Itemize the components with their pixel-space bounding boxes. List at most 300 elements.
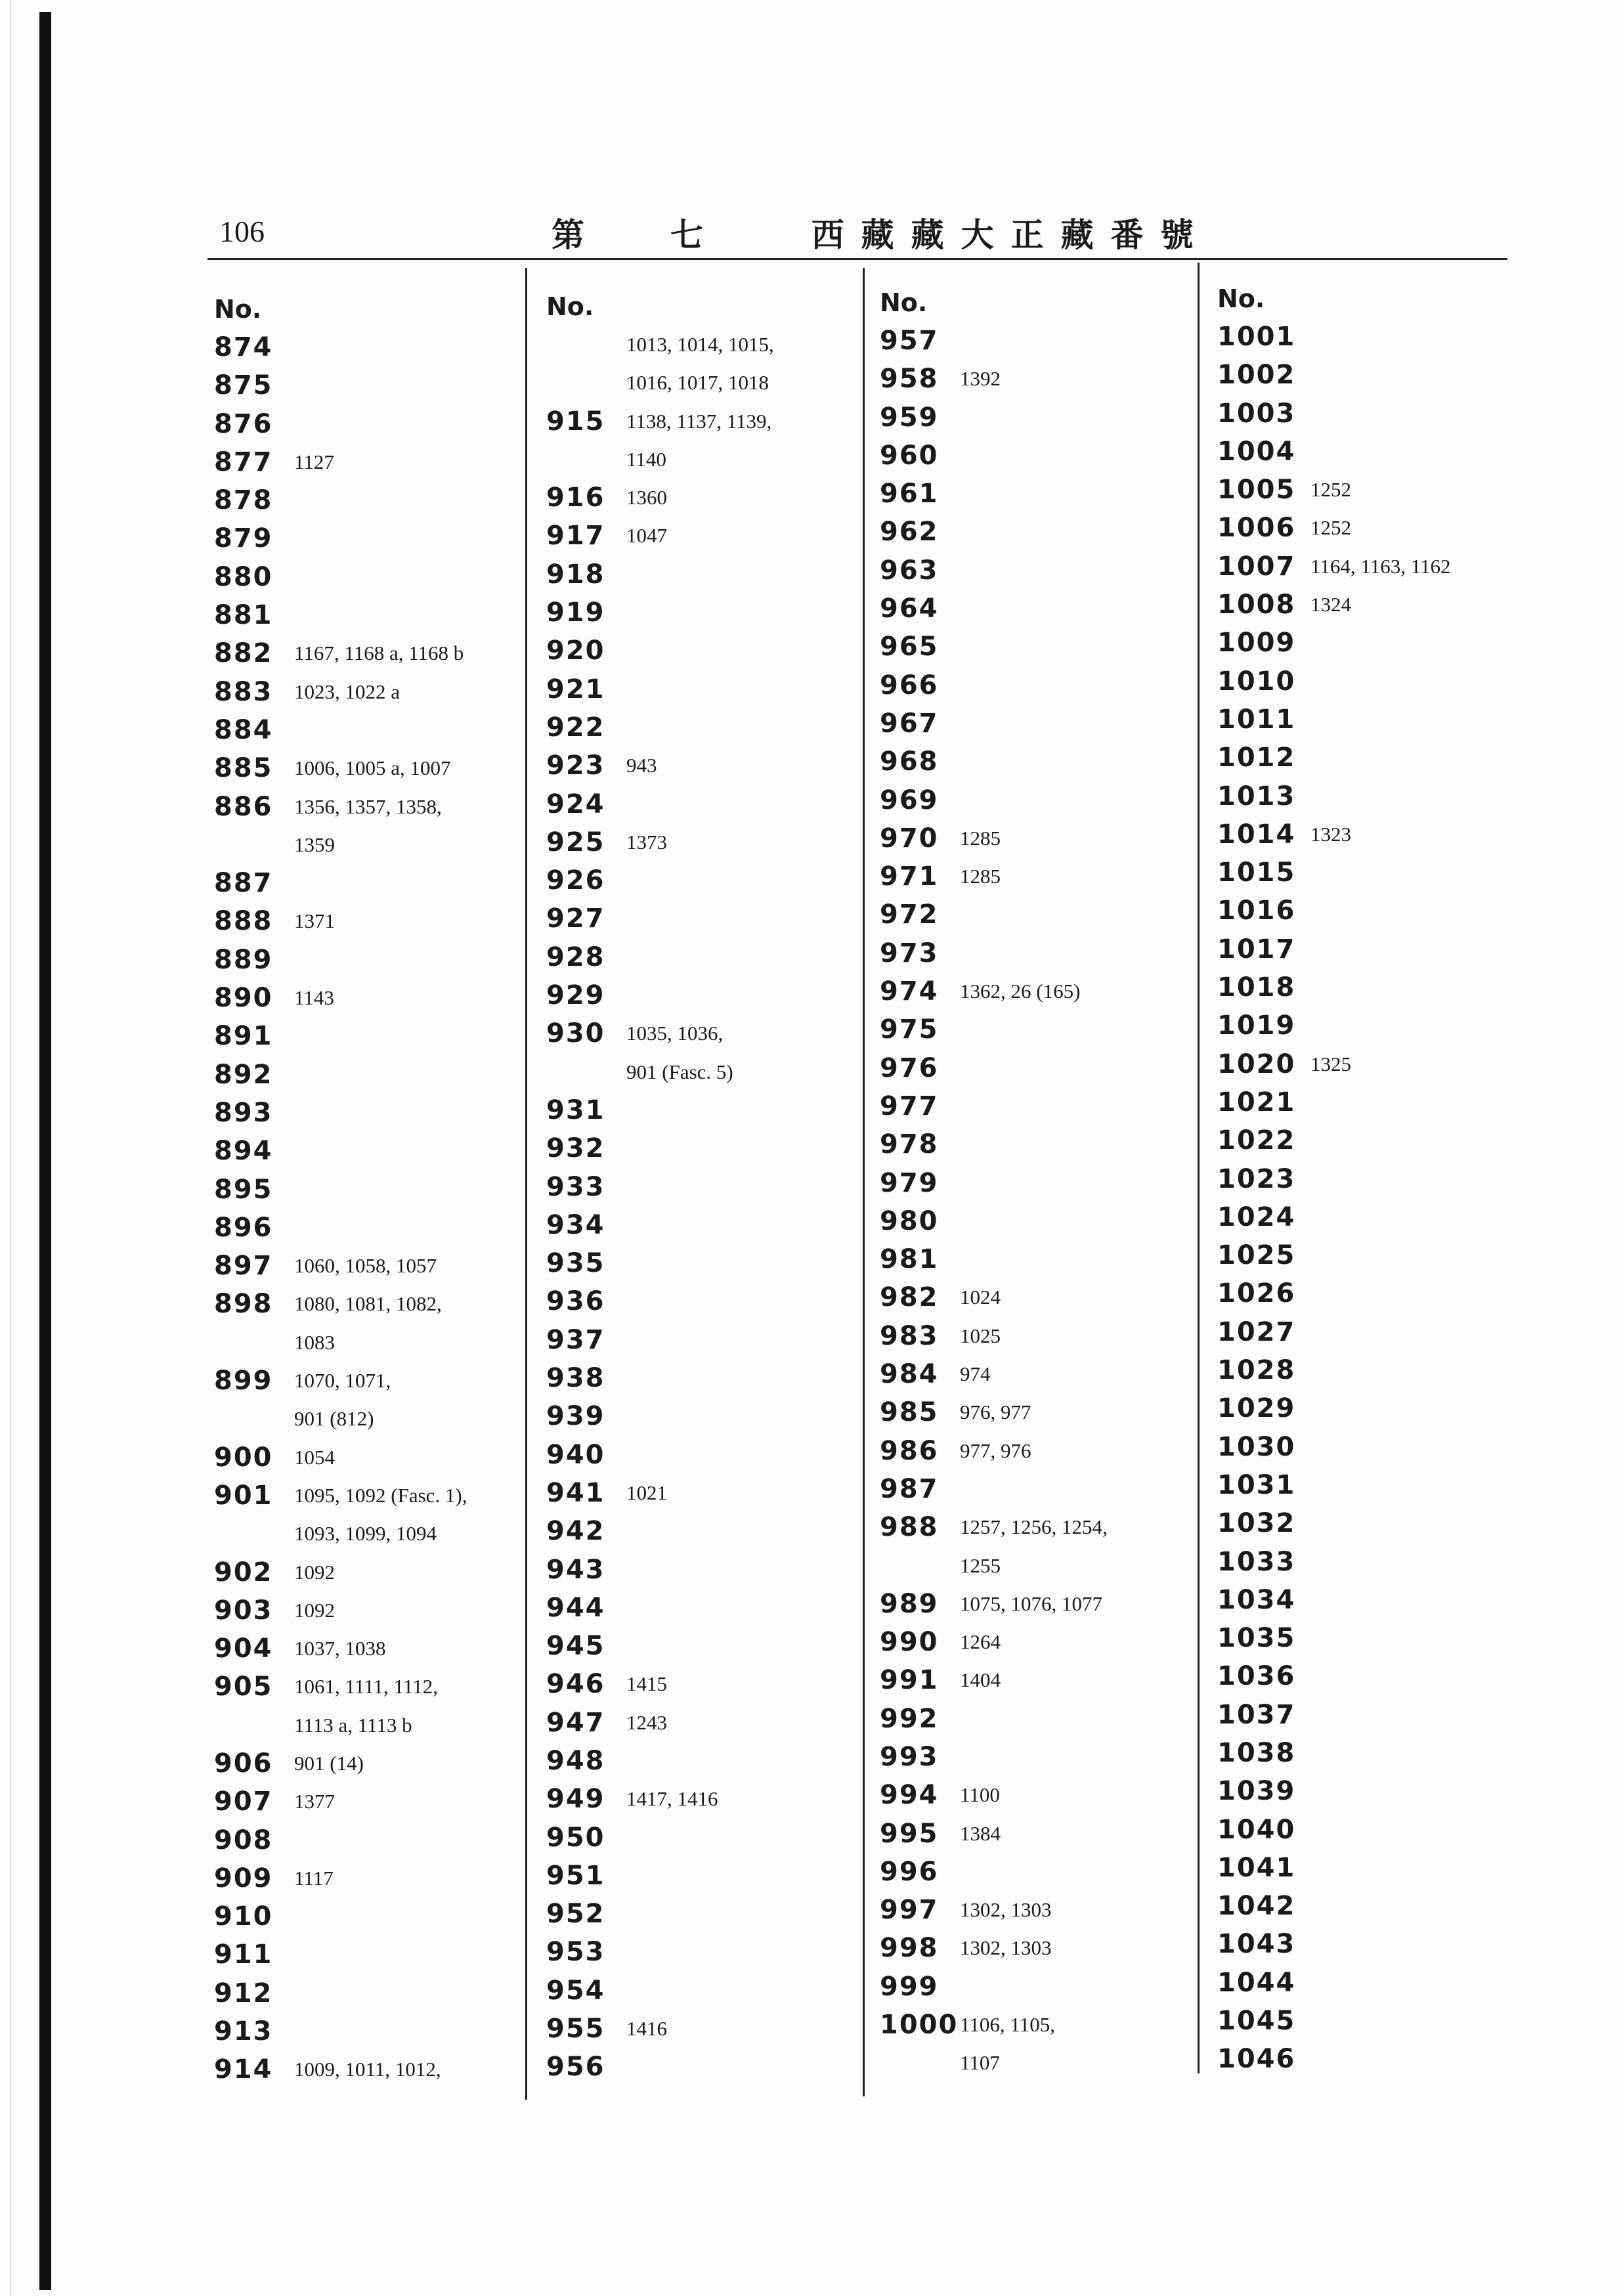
index-row	[214, 1859, 523, 1897]
index-row	[546, 1091, 861, 1129]
index-row	[1217, 1274, 1532, 1312]
index-row	[1217, 1007, 1532, 1045]
tibetan-number: 1039	[1217, 1776, 1296, 1807]
tibetan-number: 1011	[1217, 704, 1296, 735]
taisho-reference: 1060, 1058, 1057	[294, 1254, 437, 1278]
taisho-reference: 1302, 1303	[960, 1898, 1052, 1922]
taisho-reference: 1264	[960, 1630, 1001, 1654]
tibetan-number: 894	[214, 1136, 273, 1167]
index-row	[1217, 1657, 1532, 1695]
index-row	[880, 399, 1195, 437]
taisho-reference: 1075, 1076, 1077	[960, 1592, 1102, 1615]
tibetan-number: 953	[546, 1937, 605, 1968]
tibetan-number: 880	[214, 561, 273, 592]
index-row	[880, 1317, 1195, 1355]
index-row	[546, 632, 861, 670]
tibetan-number: 1012	[1217, 743, 1296, 773]
tibetan-number: 891	[214, 1021, 273, 1052]
tibetan-number: 977	[880, 1091, 939, 1121]
index-row	[214, 749, 523, 787]
index-row	[1217, 701, 1532, 739]
index-column	[880, 284, 1195, 2083]
tibetan-number: 952	[546, 1899, 605, 1930]
taisho-reference: 1117	[294, 1866, 334, 1890]
tibetan-number: 974	[880, 976, 939, 1007]
taisho-reference: 1143	[294, 986, 334, 1010]
index-row	[214, 788, 523, 826]
index-row	[1217, 509, 1532, 547]
index-row	[1217, 1811, 1532, 1849]
index-row	[546, 1933, 861, 1971]
tibetan-number: 976	[880, 1052, 939, 1083]
index-row	[546, 1282, 861, 1320]
tibetan-number: 1027	[1217, 1316, 1296, 1347]
index-row	[880, 513, 1195, 551]
tibetan-number: 973	[880, 938, 939, 968]
index-row	[546, 1436, 861, 1474]
index-row	[214, 1171, 523, 1209]
tibetan-number: 1028	[1217, 1355, 1296, 1386]
tibetan-number: 922	[546, 712, 605, 743]
taisho-reference: 1384	[960, 1821, 1001, 1845]
index-row	[214, 826, 523, 864]
taisho-reference: 1359	[294, 833, 335, 856]
index-row	[1217, 433, 1532, 471]
tibetan-number: 924	[546, 789, 605, 819]
index-row	[214, 1056, 523, 1094]
tibetan-number: 961	[880, 479, 939, 509]
index-row	[214, 443, 523, 481]
index-row	[214, 1247, 523, 1285]
tibetan-number: 874	[214, 332, 273, 362]
index-row	[1217, 1964, 1532, 2002]
index-row	[880, 2006, 1195, 2044]
tibetan-number: 987	[880, 1473, 939, 1504]
tibetan-number: 878	[214, 485, 273, 516]
tibetan-number: 886	[214, 791, 273, 822]
index-row	[214, 1285, 523, 1323]
index-row	[214, 1362, 523, 1400]
tibetan-number: 958	[880, 364, 939, 395]
tibetan-number: 884	[214, 714, 273, 745]
tibetan-number: 950	[546, 1822, 605, 1853]
index-row	[880, 896, 1195, 934]
tibetan-number: 999	[880, 1971, 939, 2002]
index-row	[880, 2044, 1195, 2082]
tibetan-number: 943	[546, 1554, 605, 1585]
index-column	[214, 290, 523, 2089]
tibetan-number: 968	[880, 747, 939, 777]
index-row	[1217, 1236, 1532, 1274]
tibetan-number: 1021	[1217, 1087, 1296, 1117]
tibetan-number: 991	[880, 1665, 939, 1696]
tibetan-number: 946	[546, 1669, 605, 1700]
tibetan-number: 887	[214, 868, 273, 899]
index-row	[880, 781, 1195, 819]
index-row	[1217, 1351, 1532, 1389]
taisho-reference: 1377	[294, 1790, 335, 1813]
index-row	[880, 1776, 1195, 1814]
tibetan-number: 932	[546, 1133, 605, 1164]
index-row	[546, 1321, 861, 1359]
tibetan-number: 1015	[1217, 857, 1296, 888]
tibetan-number: 941	[546, 1477, 605, 1508]
index-row	[214, 1706, 523, 1744]
index-row	[214, 596, 523, 634]
taisho-reference: 1257, 1256, 1254,	[960, 1515, 1108, 1539]
index-row	[880, 1815, 1195, 1853]
tibetan-number: 875	[214, 370, 273, 401]
tibetan-number: 966	[880, 670, 939, 701]
index-row	[546, 517, 861, 555]
tibetan-number: 1008	[1217, 590, 1296, 620]
taisho-reference: 1092	[294, 1560, 335, 1584]
tibetan-number: 993	[880, 1741, 939, 1772]
tibetan-number: 1000	[880, 2010, 959, 2041]
taisho-reference: 1138, 1137, 1139,	[626, 409, 772, 433]
index-row	[880, 1164, 1195, 1202]
tibetan-number: 890	[214, 983, 273, 1014]
tibetan-number: 960	[880, 440, 939, 471]
index-row	[546, 402, 861, 441]
tibetan-number: 945	[546, 1631, 605, 1662]
tibetan-number: 1018	[1217, 972, 1296, 1003]
tibetan-number: 992	[880, 1703, 939, 1734]
title-part-2: 七	[670, 215, 703, 254]
tibetan-number: 985	[880, 1397, 939, 1428]
tibetan-number: 931	[546, 1094, 605, 1125]
taisho-reference: 1252	[1310, 516, 1351, 540]
taisho-reference: 1323	[1310, 822, 1351, 846]
taisho-reference: 1285	[960, 826, 1001, 850]
index-row	[546, 1397, 861, 1435]
tibetan-number: 919	[546, 597, 605, 628]
index-row	[880, 972, 1195, 1010]
tibetan-number: 935	[546, 1248, 605, 1279]
column-header: No.	[880, 288, 928, 317]
index-row	[214, 1439, 523, 1477]
tibetan-number: 975	[880, 1014, 939, 1045]
tibetan-number: 1013	[1217, 781, 1296, 812]
index-row	[1217, 1198, 1532, 1236]
tibetan-number: 1026	[1217, 1278, 1296, 1309]
tibetan-number: 934	[546, 1209, 605, 1240]
index-row	[214, 711, 523, 749]
tibetan-number: 1020	[1217, 1049, 1296, 1079]
tibetan-number: 972	[880, 899, 939, 930]
index-row	[1217, 1925, 1532, 1963]
tibetan-number: 965	[880, 632, 939, 662]
taisho-reference: 1285	[960, 865, 1001, 888]
tibetan-number: 998	[880, 1933, 939, 1964]
index-row	[880, 1661, 1195, 1699]
index-row	[1217, 892, 1532, 930]
taisho-reference: 1025	[960, 1324, 1001, 1347]
index-row	[546, 1129, 861, 1167]
tibetan-number: 897	[214, 1251, 273, 1282]
index-row	[880, 1929, 1195, 1967]
taisho-reference: 1083	[294, 1330, 335, 1354]
taisho-reference: 1009, 1011, 1012,	[294, 2058, 441, 2081]
tibetan-number: 892	[214, 1059, 273, 1090]
tibetan-number: 1017	[1217, 934, 1296, 964]
tibetan-number: 983	[880, 1320, 939, 1351]
tibetan-number: 937	[546, 1324, 605, 1355]
index-row	[880, 819, 1195, 857]
index-row	[1217, 2040, 1532, 2078]
index-row	[546, 1551, 861, 1589]
taisho-reference: 1023, 1022 a	[294, 680, 400, 703]
tibetan-number: 930	[546, 1018, 605, 1049]
index-row	[1217, 2002, 1532, 2040]
tibetan-number: 910	[214, 1901, 273, 1932]
index-row	[880, 475, 1195, 513]
tibetan-number: 917	[546, 521, 605, 552]
taisho-reference: 1024	[960, 1286, 1001, 1309]
tibetan-number: 984	[880, 1359, 939, 1390]
tibetan-number: 990	[880, 1627, 939, 1658]
tibetan-number: 1016	[1217, 896, 1296, 926]
tibetan-number: 883	[214, 676, 273, 707]
column-header: No.	[1217, 284, 1265, 313]
tibetan-number: 927	[546, 903, 605, 934]
index-row	[1217, 1543, 1532, 1581]
tibetan-number: 962	[880, 517, 939, 548]
taisho-reference: 901 (Fasc. 5)	[626, 1060, 733, 1083]
tibetan-number: 1002	[1217, 360, 1296, 391]
index-row	[214, 1094, 523, 1132]
taisho-reference: 943	[626, 754, 657, 777]
tibetan-number: 1046	[1217, 2044, 1296, 2075]
index-row	[546, 1857, 861, 1895]
index-row	[214, 634, 523, 672]
tibetan-number: 940	[546, 1439, 605, 1470]
tibetan-number: 921	[546, 674, 605, 704]
tibetan-number: 907	[214, 1787, 273, 1817]
index-row	[546, 861, 861, 899]
tibetan-number: 944	[546, 1592, 605, 1623]
taisho-reference: 1021	[626, 1481, 667, 1504]
index-row	[1217, 815, 1532, 854]
page-title	[552, 209, 1211, 256]
index-row	[546, 1359, 861, 1397]
index-row	[546, 747, 861, 785]
taisho-reference: 1070, 1071,	[294, 1369, 391, 1393]
index-row	[880, 1010, 1195, 1049]
tibetan-number: 1030	[1217, 1431, 1296, 1462]
index-row	[214, 1324, 523, 1362]
taisho-reference: 976, 977	[960, 1400, 1031, 1424]
tibetan-number: 988	[880, 1512, 939, 1543]
index-row	[546, 479, 861, 517]
taisho-reference: 901 (14)	[294, 1751, 364, 1775]
index-row	[1217, 318, 1532, 356]
index-row	[880, 1700, 1195, 1738]
tibetan-number: 920	[546, 636, 605, 666]
column-divider	[863, 268, 865, 2096]
tibetan-number: 906	[214, 1748, 273, 1779]
tibetan-number: 876	[214, 408, 273, 439]
index-row	[880, 552, 1195, 590]
tibetan-number: 912	[214, 1978, 273, 2008]
index-row	[1217, 968, 1532, 1007]
index-row	[880, 1585, 1195, 1623]
taisho-reference: 1415	[626, 1672, 667, 1696]
index-row	[880, 437, 1195, 475]
index-row	[880, 1508, 1195, 1546]
tibetan-number: 969	[880, 785, 939, 815]
index-row	[1217, 1121, 1532, 1159]
column-divider	[525, 268, 527, 2100]
tibetan-number: 898	[214, 1289, 273, 1320]
taisho-reference: 1167, 1168 a, 1168 b	[294, 641, 464, 665]
index-row	[214, 481, 523, 519]
index-row	[880, 1968, 1195, 2006]
tibetan-number: 1037	[1217, 1699, 1296, 1730]
index-row	[880, 1278, 1195, 1316]
index-row	[214, 1592, 523, 1630]
index-row	[546, 1627, 861, 1665]
tibetan-number: 948	[546, 1745, 605, 1776]
tibetan-number: 903	[214, 1595, 273, 1626]
index-row	[1217, 1083, 1532, 1121]
taisho-reference: 974	[960, 1362, 991, 1386]
index-row	[1217, 930, 1532, 968]
index-row	[546, 976, 861, 1014]
index-row	[880, 1202, 1195, 1240]
header-rule	[207, 258, 1507, 260]
tibetan-number: 1029	[1217, 1393, 1296, 1424]
index-row	[214, 558, 523, 596]
index-row	[880, 1355, 1195, 1393]
tibetan-number: 1006	[1217, 513, 1296, 544]
tibetan-number: 942	[546, 1516, 605, 1547]
index-row	[1217, 624, 1532, 662]
taisho-reference: 1371	[294, 909, 335, 933]
index-row	[546, 1512, 861, 1550]
index-row	[880, 1853, 1195, 1891]
taisho-reference: 1362, 26 (165)	[960, 980, 1081, 1003]
taisho-reference: 1106, 1105,	[960, 2013, 1055, 2037]
index-row	[1217, 548, 1532, 586]
index-row	[546, 823, 861, 861]
index-row	[1217, 1389, 1532, 1427]
index-row	[546, 1665, 861, 1703]
tibetan-number: 888	[214, 906, 273, 937]
tibetan-number: 908	[214, 1825, 273, 1855]
index-row	[546, 785, 861, 823]
tibetan-number: 902	[214, 1557, 273, 1588]
tibetan-number: 899	[214, 1366, 273, 1397]
tibetan-number: 911	[214, 1939, 273, 1970]
taisho-reference: 901 (812)	[294, 1407, 374, 1431]
tibetan-number: 877	[214, 446, 273, 477]
index-row	[1217, 1772, 1532, 1810]
index-row	[1217, 471, 1532, 509]
tibetan-number: 1025	[1217, 1240, 1296, 1271]
index-row	[1217, 1160, 1532, 1198]
taisho-reference: 1035, 1036,	[626, 1022, 724, 1045]
taisho-reference: 1054	[294, 1445, 335, 1469]
tibetan-number: 949	[546, 1784, 605, 1815]
taisho-reference: 1013, 1014, 1015,	[626, 333, 774, 356]
index-row	[214, 328, 523, 366]
tibetan-number: 967	[880, 708, 939, 739]
tibetan-number: 980	[880, 1205, 939, 1236]
taisho-reference: 1006, 1005 a, 1007	[294, 756, 451, 780]
index-row	[546, 670, 861, 708]
index-row	[214, 366, 523, 404]
index-row	[546, 1168, 861, 1206]
tibetan-number: 1040	[1217, 1814, 1296, 1845]
taisho-reference: 1037, 1038	[294, 1637, 386, 1660]
tibetan-number: 913	[214, 2016, 273, 2047]
taisho-reference: 1061, 1111, 1112,	[294, 1675, 438, 1699]
index-column	[1217, 280, 1532, 2079]
index-row	[214, 1668, 523, 1706]
column-divider	[1198, 263, 1200, 2073]
tibetan-number: 956	[546, 2052, 605, 2083]
index-row	[880, 1240, 1195, 1278]
index-row	[214, 1974, 523, 2012]
taisho-reference: 1092	[294, 1598, 335, 1622]
taisho-reference: 1417, 1416	[626, 1787, 718, 1811]
index-row	[546, 1014, 861, 1052]
tibetan-number: 923	[546, 750, 605, 781]
index-row	[1217, 1045, 1532, 1083]
tibetan-number: 1042	[1217, 1891, 1296, 1922]
tibetan-number: 982	[880, 1282, 939, 1313]
index-row	[880, 322, 1195, 360]
tibetan-number: 925	[546, 827, 605, 857]
index-row	[1217, 1504, 1532, 1542]
index-row	[1217, 777, 1532, 815]
tibetan-number: 1038	[1217, 1737, 1296, 1768]
index-row	[214, 1897, 523, 1936]
tibetan-number: 1022	[1217, 1125, 1296, 1156]
index-row	[214, 1783, 523, 1821]
tibetan-number: 995	[880, 1818, 939, 1849]
tibetan-number: 1014	[1217, 819, 1296, 850]
index-row	[546, 938, 861, 976]
title-part-3: 西藏藏大正藏番號	[811, 215, 1211, 254]
index-row	[1217, 586, 1532, 624]
index-row	[880, 934, 1195, 972]
index-row	[214, 1515, 523, 1553]
tibetan-number: 1001	[1217, 322, 1296, 352]
taisho-reference: 1324	[1310, 593, 1351, 617]
tibetan-number: 896	[214, 1212, 273, 1243]
index-row	[1217, 1581, 1532, 1619]
taisho-reference: 1107	[960, 2051, 1000, 2075]
tibetan-number: 978	[880, 1129, 939, 1160]
index-row	[880, 1547, 1195, 1585]
tibetan-number: 904	[214, 1634, 273, 1664]
index-row	[880, 704, 1195, 743]
index-row	[214, 673, 523, 711]
tibetan-number: 964	[880, 594, 939, 624]
tibetan-number: 1024	[1217, 1202, 1296, 1232]
tibetan-number: 994	[880, 1780, 939, 1811]
tibetan-number: 882	[214, 638, 273, 669]
index-row	[1217, 1466, 1532, 1504]
title-part-1: 第	[552, 215, 584, 254]
tibetan-number: 1034	[1217, 1584, 1296, 1615]
tibetan-number: 929	[546, 980, 605, 1011]
taisho-reference: 1127	[294, 450, 334, 473]
tibetan-number: 970	[880, 823, 939, 854]
taisho-reference: 1255	[960, 1553, 1001, 1577]
